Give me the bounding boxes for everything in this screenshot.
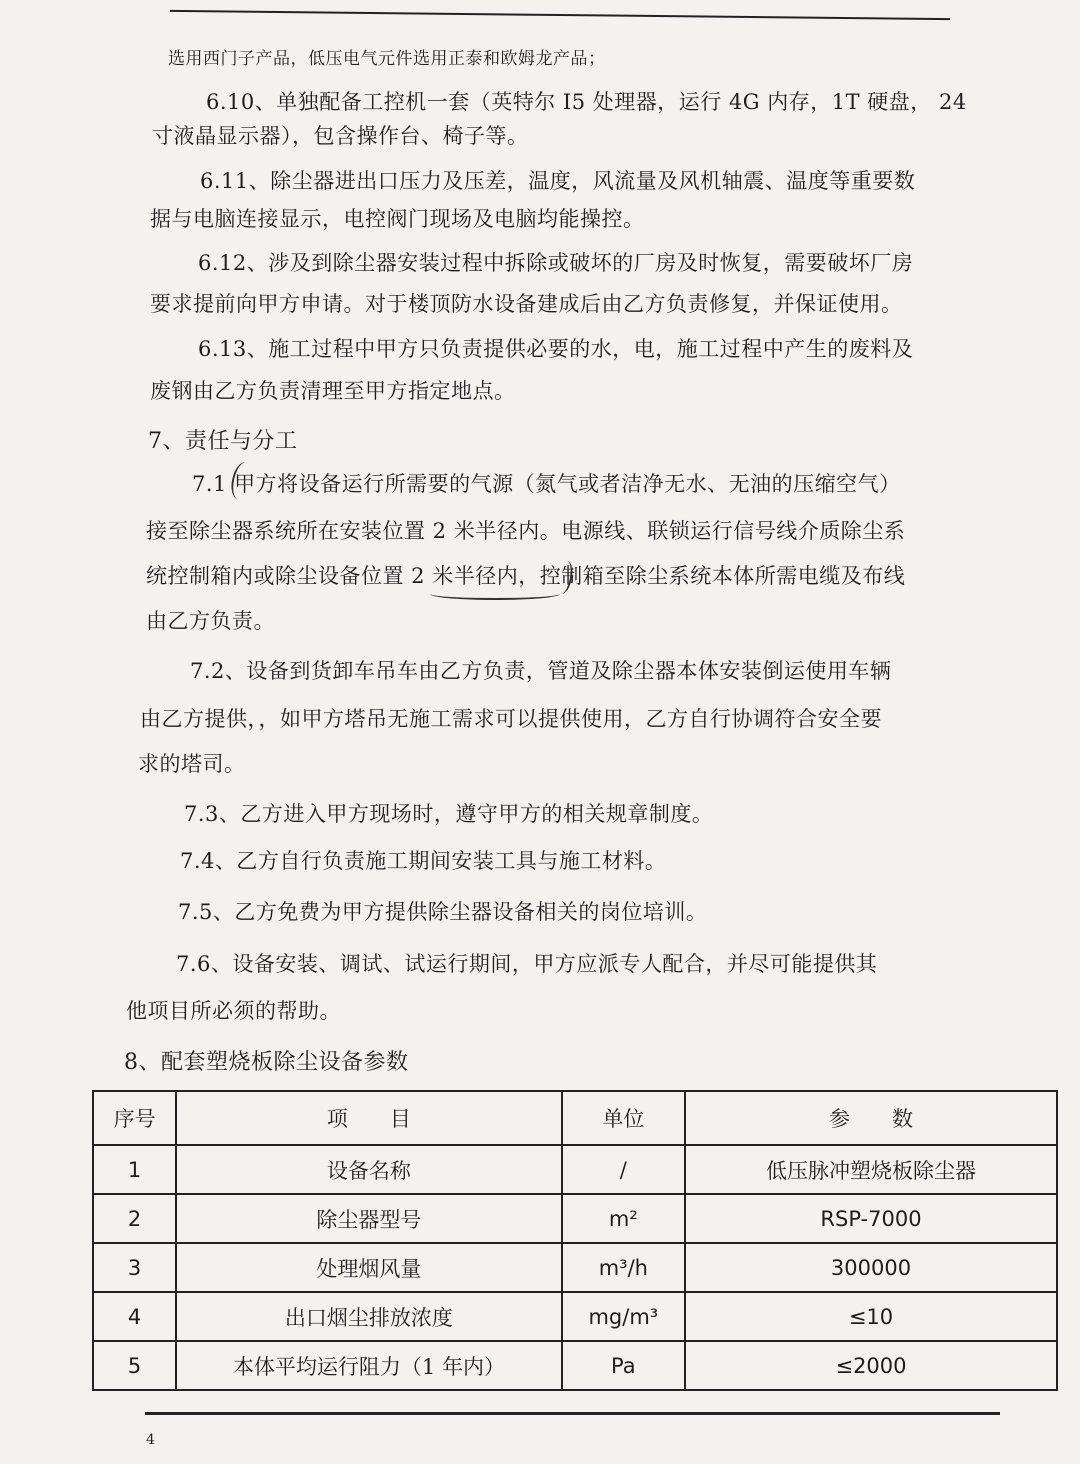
- table-cell: /: [562, 1145, 685, 1194]
- text-line: 由乙方负责。: [146, 609, 275, 633]
- table-cell: RSP-7000: [685, 1194, 1057, 1243]
- text-line: 据与电脑连接显示，电控阀门现场及电脑均能操控。: [150, 207, 645, 231]
- text-line: 6.12、涉及到除尘器安装过程中拆除或破坏的厂房及时恢复，需要破坏厂房: [198, 251, 914, 275]
- table-cell: 设备名称: [176, 1145, 562, 1194]
- text-line: 废钢由乙方负责清理至甲方指定地点。: [150, 379, 516, 403]
- table-cell: 4: [93, 1292, 176, 1341]
- table-header-cell: 序号: [93, 1091, 176, 1145]
- table-cell: ≤2000: [685, 1341, 1057, 1390]
- section-heading-7: 7、责任与分工: [148, 429, 298, 454]
- table-cell: m³/h: [562, 1243, 685, 1292]
- table-cell: 1: [93, 1145, 176, 1194]
- bottom-rule: [145, 1412, 1000, 1415]
- text-line: 6.13、施工过程中甲方只负责提供必要的水，电，施工过程中产生的废料及: [198, 337, 914, 361]
- text-line: 7.1 甲方将设备运行所需要的气源（氮气或者洁净无水、无油的压缩空气）: [192, 472, 901, 496]
- table-cell: 低压脉冲塑烧板除尘器: [685, 1145, 1057, 1194]
- table-cell: 3: [93, 1243, 176, 1292]
- text-line: 7.2、设备到货卸车吊车由乙方负责，管道及除尘器本体安装倒运使用车辆: [190, 659, 892, 683]
- table-cell: 除尘器型号: [176, 1194, 562, 1243]
- text-line: 7.6、设备安装、调试、试运行期间，甲方应派专人配合，并尽可能提供其: [176, 952, 878, 976]
- text-line: 要求提前向甲方申请。对于楼顶防水设备建成后由乙方负责修复，并保证使用。: [150, 292, 903, 316]
- table-row: [93, 1341, 1057, 1390]
- text-line: 他项目所必须的帮助。: [126, 999, 341, 1023]
- table-cell: m²: [562, 1194, 685, 1243]
- table-cell: 5: [93, 1341, 176, 1390]
- text-line: 6.10、单独配备工控机一套（英特尔 I5 处理器，运行 4G 内存，1T 硬盘， 24: [206, 90, 967, 114]
- text-line: 7.4、乙方自行负责施工期间安装工具与施工材料。: [180, 849, 667, 873]
- table-row: [93, 1194, 1057, 1243]
- table-cell: ≤10: [685, 1292, 1057, 1341]
- text-line: 选用西门子产品，低压电气元件选用正泰和欧姆龙产品；: [168, 49, 606, 69]
- table-row: [93, 1145, 1057, 1194]
- table-row: [93, 1292, 1057, 1341]
- table-cell: 2: [93, 1194, 176, 1243]
- text-line: 求的塔司。: [138, 752, 246, 776]
- table-row: [93, 1243, 1057, 1292]
- text-line: 由乙方提供，，如甲方塔吊无施工需求可以提供使用，乙方自行协调符合安全要: [140, 707, 882, 731]
- table-cell: 出口烟尘排放浓度: [176, 1292, 562, 1341]
- section-heading-8: 8、配套塑烧板除尘设备参数: [124, 1050, 409, 1075]
- page-number: 4: [146, 1432, 155, 1448]
- top-rule: [170, 10, 950, 20]
- handwritten-underline-mark: [430, 588, 560, 600]
- table-cell: 300000: [685, 1243, 1057, 1292]
- table-header-cell: 参 数: [685, 1091, 1057, 1145]
- table-cell: Pa: [562, 1341, 685, 1390]
- text-line: 寸液晶显示器），包含操作台、椅子等。: [152, 124, 529, 148]
- text-line: 7.3、乙方进入甲方现场时，遵守甲方的相关规章制度。: [184, 802, 714, 826]
- text-line: 接至除尘器系统所在安装位置 2 米半径内。电源线、联锁运行信号线介质除尘系: [146, 519, 906, 543]
- text-line: 6.11、除尘器进出口压力及压差，温度，风流量及风机轴震、温度等重要数: [200, 169, 916, 193]
- table-header-row: [93, 1091, 1057, 1145]
- table-cell: 本体平均运行阻力（1 年内）: [176, 1341, 562, 1390]
- table-header-cell: 单位: [562, 1091, 685, 1145]
- table-cell: mg/m³: [562, 1292, 685, 1341]
- table-header-cell: 项 目: [176, 1091, 562, 1145]
- text-line: 7.5、乙方免费为甲方提供除尘器设备相关的岗位培训。: [178, 900, 708, 924]
- table-cell: 处理烟风量: [176, 1243, 562, 1292]
- equipment-parameters-table: [92, 1090, 1058, 1391]
- text-line: 统控制箱内或除尘设备位置 2 米半径内，控制箱至除尘系统本体所需电缆及布线: [146, 564, 906, 588]
